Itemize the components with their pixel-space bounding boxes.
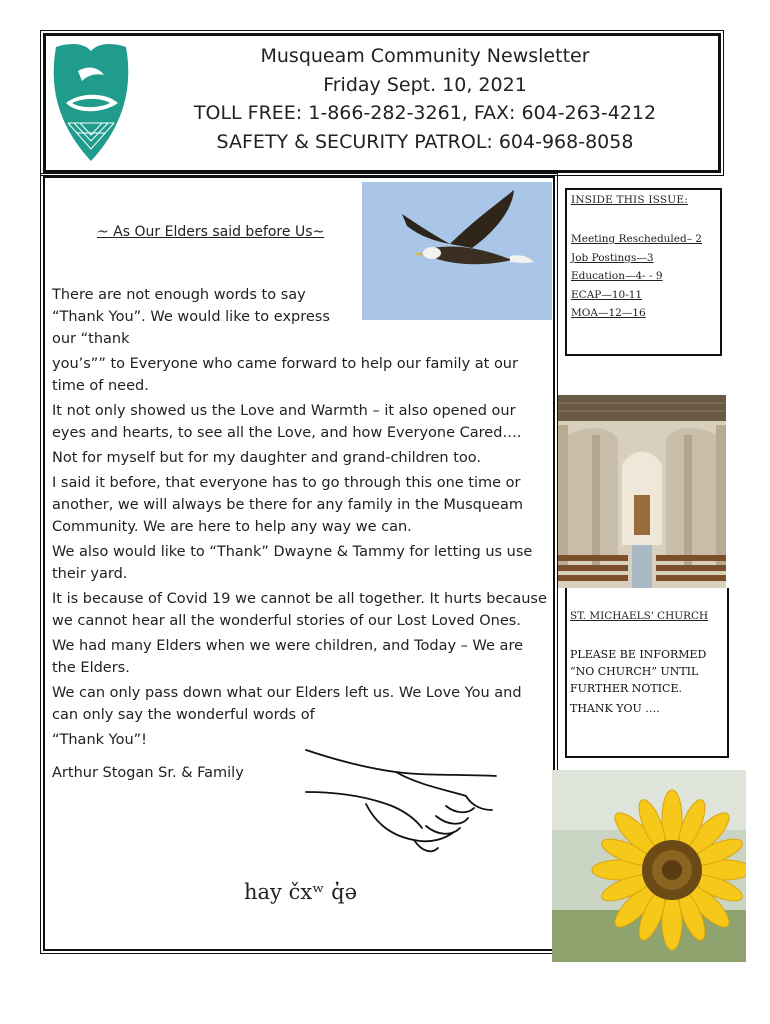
issue-item-ecap[interactable]: ECAP—10-11 <box>571 288 643 301</box>
musqueam-logo <box>48 41 134 165</box>
article-paragraph: We had many Elders when we were children, and Today – We are the Elders. <box>52 638 524 676</box>
toll-free-fax: TOLL FREE: 1-866-282-3261, FAX: 604-263-4212 <box>193 102 657 124</box>
inside-issue-list <box>571 230 702 323</box>
church-notice: PLEASE BE INFORMED “NO CHURCH” UNTIL FURTHER NOTICE. <box>570 648 707 695</box>
inside-issue-title: INSIDE THIS ISSUE: <box>571 194 688 206</box>
church-thanks: THANK YOU …. <box>570 702 660 715</box>
newsletter-date: Friday Sept. 10, 2021 <box>323 73 527 96</box>
security-patrol: SAFETY & SECURITY PATROL: 604-968-8058 <box>216 130 634 153</box>
article-signature: Arthur Stogan Sr. & Family <box>52 765 244 781</box>
church-interior-photo <box>558 395 726 588</box>
article-paragraph: We can only pass down what our Elders left us. We Love You and can only say the wonderful words of <box>52 685 522 723</box>
issue-item-meeting[interactable]: Meeting Rescheduled– 2 <box>571 233 702 245</box>
article-body <box>52 284 550 754</box>
article-paragraph: There are not enough words to say “Thank You”. We would like to express our “thank <box>52 287 330 347</box>
sunflower-photo <box>552 770 746 962</box>
church-title: ST. MICHAELS' CHURCH <box>570 610 709 622</box>
article-paragraph: “Thank You”! <box>52 732 147 748</box>
article-paragraph: We also would like to “Thank” Dwayne & Tammy for letting us use their yard. <box>52 544 533 582</box>
article-heading: ~ As Our Elders said before Us~ <box>97 224 325 240</box>
article-paragraph: Not for myself but for my daughter and grand-children too. <box>52 450 482 466</box>
issue-item-jobs[interactable]: Job Postings—3 <box>571 251 654 264</box>
handshake-illustration <box>296 740 506 865</box>
closing-phrase: hay čxʷ q̓ə <box>244 880 358 904</box>
article-paragraph: It not only showed us the Love and Warmth – it also opened our eyes and hearts, to see all the Love, and how Everyone Cared…. <box>52 403 522 441</box>
newsletter-title: Musqueam Community Newsletter <box>260 45 590 67</box>
issue-item-education[interactable]: Education—4- - 9 <box>571 270 663 282</box>
header-text <box>140 42 710 156</box>
issue-item-moa[interactable]: MOA—12—16 <box>571 307 646 319</box>
article-paragraph: I said it before, that everyone has to go through this one time or another, we will always be there for any family in the Musqueam Community. We are here to help any way we can. <box>52 475 523 535</box>
article-paragraph: It is because of Covid 19 we cannot be all together. It hurts because we cannot hear all the wonderful stories of our Lost Loved Ones. <box>52 591 547 629</box>
article-paragraph: you’s”” to Everyone who came forward to help our family at our time of need. <box>52 356 518 394</box>
